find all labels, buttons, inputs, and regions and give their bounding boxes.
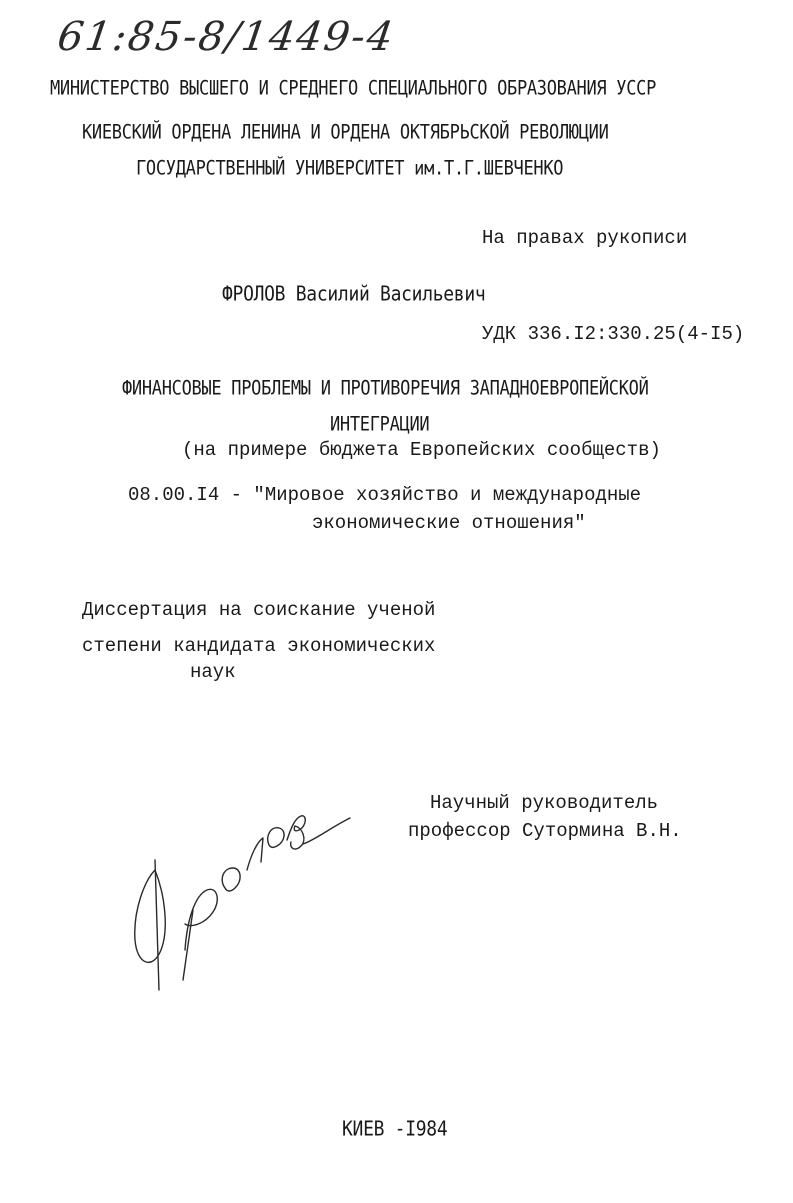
- specialty-continuation: экономические отношения": [312, 512, 586, 534]
- place-year: КИЕВ -I984: [342, 1117, 448, 1142]
- specialty-code: 08.00.I4 - "Мировое хозяйство и международные: [128, 484, 642, 506]
- degree-line-3: наук: [190, 661, 236, 683]
- title-subtitle: (на примере бюджета Европейских сообществ): [182, 439, 661, 461]
- author-name: ФРОЛОВ Василий Васильевич: [222, 282, 486, 307]
- udc-code: УДК 336.I2:330.25(4-I5): [482, 323, 745, 345]
- author-signature: [125, 800, 355, 1005]
- supervisor-role: Научный руководитель: [430, 792, 659, 814]
- ministry-header: МИНИСТЕРСТВО ВЫСШЕГО И СРЕДНЕГО СПЕЦИАЛЬНОГО ОБРАЗОВАНИЯ УССР: [50, 77, 657, 101]
- manuscript-note: На правах рукописи: [482, 227, 688, 249]
- university-line-1: КИЕВСКИЙ ОРДЕНА ЛЕНИНА И ОРДЕНА ОКТЯБРЬСКОЙ РЕВОЛЮЦИИ: [82, 121, 609, 145]
- archive-code: 61:85-8/1449-4: [54, 14, 398, 60]
- title-line-2: ИНТЕГРАЦИИ: [330, 413, 430, 437]
- degree-line-2: степени кандидата экономических: [82, 635, 436, 657]
- supervisor-name: профессор Сутормина В.Н.: [408, 820, 682, 842]
- university-line-2: ГОСУДАРСТВЕННЫЙ УНИВЕРСИТЕТ им.Т.Г.ШЕВЧЕНКО: [136, 157, 564, 181]
- degree-line-1: Диссертация на соискание ученой: [82, 599, 436, 621]
- title-line-1: ФИНАНСОВЫЕ ПРОБЛЕМЫ И ПРОТИВОРЕЧИЯ ЗАПАДНОЕВРОПЕЙСКОЙ: [122, 377, 649, 401]
